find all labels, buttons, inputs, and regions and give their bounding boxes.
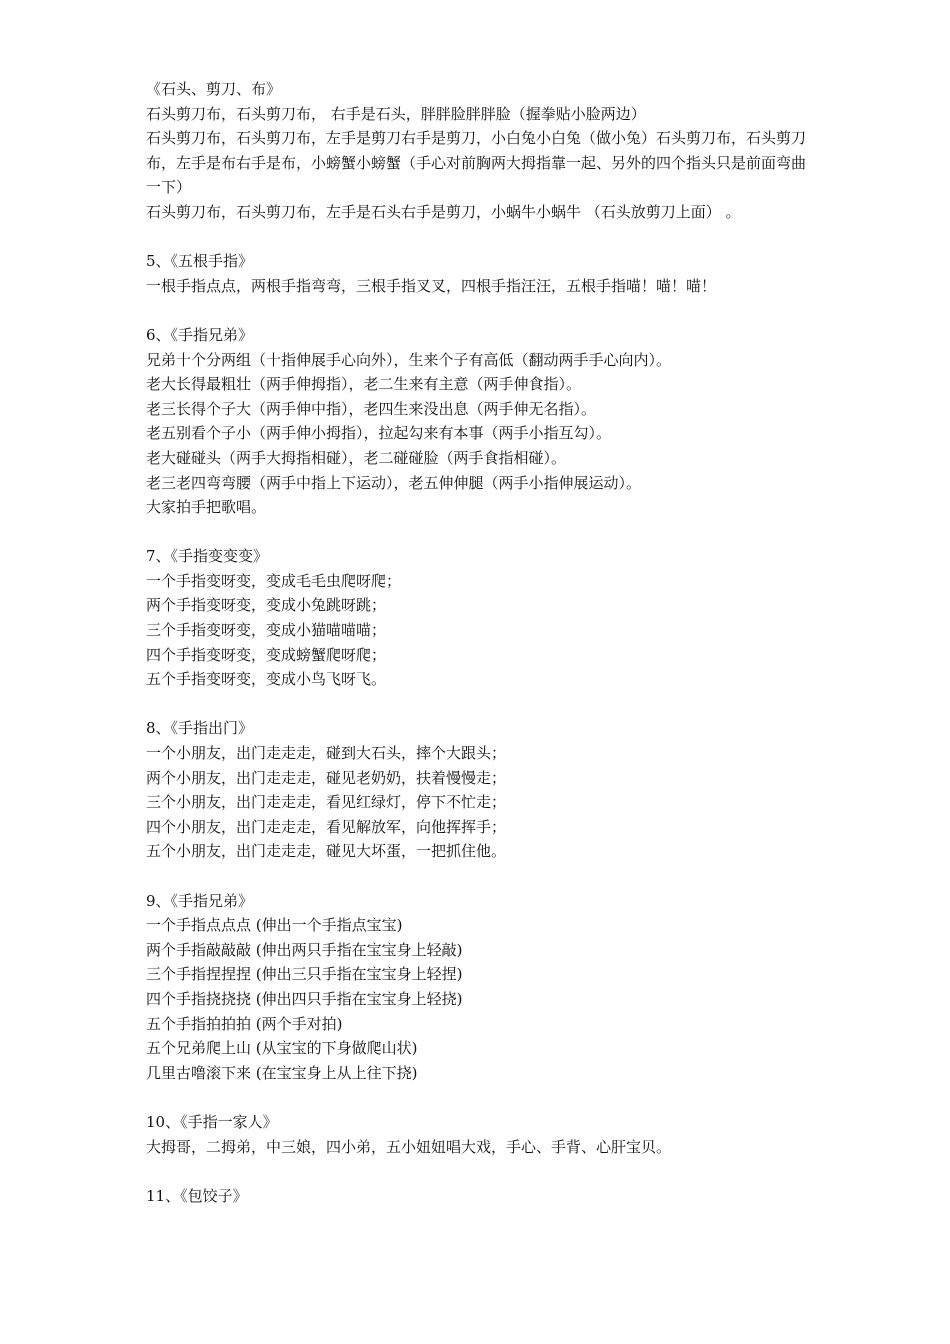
paragraph-gap [146,864,816,889]
text-line: 四个小朋友，出门走走走，看见解放军，向他挥挥手； [146,817,507,836]
section-finger-brothers-2 [146,889,816,1086]
section-title: 《石头、剪刀、布》 [146,80,282,98]
section-finger-change [146,544,816,692]
section-five-fingers [146,249,816,298]
text-line: 大拇哥，二拇弟，中三娘，四小弟，五小妞妞唱大戏，手心、手背、心肝宝贝。 [146,1137,672,1156]
section-title: 11、《包饺子》 [146,1186,248,1205]
text-line: 几里古噜滚下来 (在宝宝身上从上往下挠) [146,1063,418,1082]
text-line: 老大长得最粗壮（两手伸拇指），老二生来有主意（两手伸食指）。 [146,375,582,394]
text-line: 三个小朋友，出门走走走，看见红绿灯，停下不忙走； [146,793,507,812]
section-title: 6、《手指兄弟》 [146,325,254,344]
text-line: 三个手指变呀变，变成小猫喵喵喵； [146,621,387,640]
text-line: 大家拍手把歌唱。 [146,498,267,517]
text-line: 一个手指点点点 (伸出一个手指点宝宝) [146,916,403,935]
paragraph-gap [146,225,816,250]
text-line: 两个手指敲敲敲 (伸出两只手指在宝宝身上轻敲) [146,940,463,959]
section-title: 7、《手指变变变》 [146,547,269,566]
text-line: 兄弟十个分两组（十指伸展手心向外），生来个子有高低（翻动两手手心向内）。 [146,350,672,369]
section-fingers-go-out [146,716,816,864]
text-line: 老三长得个子大（两手伸中指），老四生来没出息（两手伸无名指）。 [146,399,597,418]
text-line: 老三老四弯弯腰（两手中指上下运动），老五伸伸腿（两手小指伸展运动）。 [146,473,642,492]
text-line: 老五别看个子小（两手伸小拇指），拉起勾来有本事（两手小指互勾）。 [146,424,612,443]
section-rock-paper-scissors [146,77,816,225]
paragraph-gap [146,298,816,323]
paragraph-gap [146,520,816,545]
section-title: 8、《手指出门》 [146,719,254,738]
text-line: 三个手指捏捏捏 (伸出三只手指在宝宝身上轻捏) [146,965,463,984]
text-line: 四个手指挠挠挠 (伸出四只手指在宝宝身上轻挠) [146,989,463,1008]
paragraph-gap [146,692,816,717]
text-line: 五个小朋友，出门走走走，碰见大坏蛋，一把抓住他。 [146,842,507,861]
section-title: 10、《手指一家人》 [146,1112,278,1131]
text-line: 两个手指变呀变，变成小兔跳呀跳； [146,596,387,615]
text-line: 石头剪刀布，石头剪刀布，左手是石头右手是剪刀，小蜗牛小蜗牛 （石头放剪刀上面） 。 [146,202,741,221]
text-line: 一个手指变呀变，变成毛毛虫爬呀爬； [146,571,402,590]
text-line: 五个兄弟爬上山 (从宝宝的下身做爬山状) [146,1039,418,1058]
text-line: 老大碰碰头（两手大拇指相碰），老二碰碰脸（两手食指相碰）。 [146,448,567,467]
section-title: 5、《五根手指》 [146,252,254,271]
section-title: 9、《手指兄弟》 [146,891,254,910]
text-line: 两个小朋友，出门走走走，碰见老奶奶，扶着慢慢走； [146,768,507,787]
section-dumplings [146,1184,816,1209]
section-finger-brothers [146,323,816,520]
section-finger-family [146,1110,816,1159]
paragraph-gap [146,1159,816,1184]
text-line: 一根手指点点，两根手指弯弯，三根手指叉叉，四根手指汪汪，五根手指喵！喵！喵！ [146,276,717,295]
text-line: 石头剪刀布，石头剪刀布， 右手是石头，胖胖脸胖胖脸（握拳贴小脸两边） [146,104,646,123]
text-line: 四个手指变呀变，变成螃蟹爬呀爬； [146,645,387,664]
text-line: 一个小朋友，出门走走走，碰到大石头，摔个大跟头； [146,744,507,763]
paragraph-gap [146,1085,816,1110]
text-line: 五个手指变呀变，变成小鸟飞呀飞。 [146,670,387,689]
text-paragraph: 石头剪刀布，石头剪刀布，左手是剪刀右手是剪刀，小白兔小白兔（做小兔）石头剪刀布，石头剪刀布，左手是布右手是布，小螃蟹小螃蟹（手心对前胸两大拇指靠一起、另外的四个指头只是前面弯曲一下） [146,129,807,197]
document-page [146,77,816,1208]
text-line: 五个手指拍拍拍 (两个手对拍) [146,1014,343,1033]
